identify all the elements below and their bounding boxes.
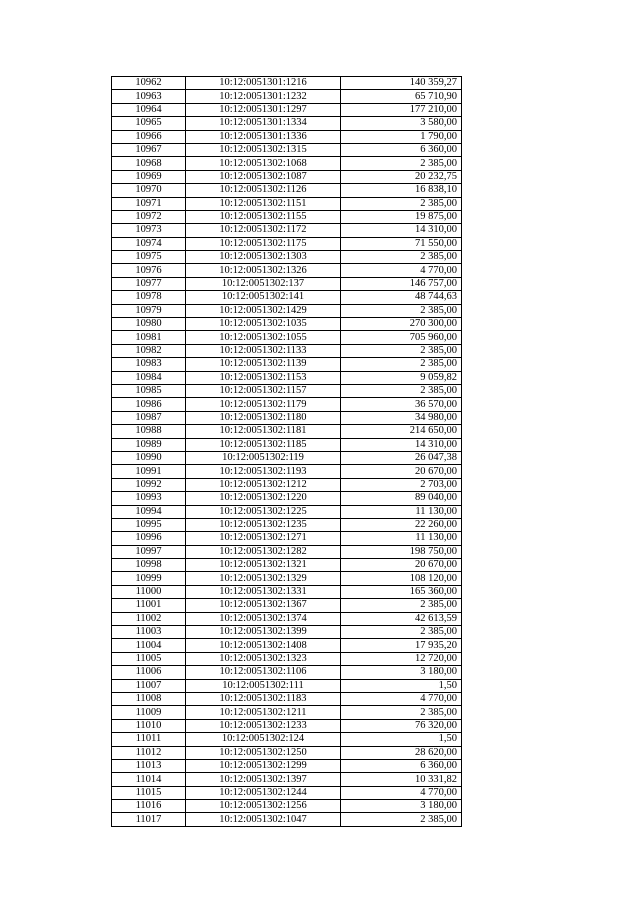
cadastral-number-cell: 10:12:0051302:1374	[186, 612, 341, 625]
cadastral-number-cell: 10:12:0051302:1331	[186, 585, 341, 598]
table-row	[112, 639, 462, 652]
value-cell: 14 310,00	[341, 224, 462, 237]
row-number-cell: 10979	[112, 304, 186, 317]
value-cell: 6 360,00	[341, 143, 462, 156]
table-row	[112, 612, 462, 625]
value-cell: 16 838,10	[341, 184, 462, 197]
value-cell: 165 360,00	[341, 585, 462, 598]
table-row	[112, 130, 462, 143]
value-cell: 20 670,00	[341, 559, 462, 572]
cadastral-number-cell: 10:12:0051302:1139	[186, 358, 341, 371]
cadastral-number-cell: 10:12:0051301:1336	[186, 130, 341, 143]
cadastral-number-cell: 10:12:0051302:1225	[186, 505, 341, 518]
cadastral-number-cell: 10:12:0051302:141	[186, 291, 341, 304]
value-cell: 12 720,00	[341, 652, 462, 665]
cadastral-number-cell: 10:12:0051302:1193	[186, 465, 341, 478]
row-number-cell: 10986	[112, 398, 186, 411]
row-number-cell: 10974	[112, 237, 186, 250]
cadastral-number-cell: 10:12:0051302:119	[186, 451, 341, 464]
value-cell: 22 260,00	[341, 518, 462, 531]
row-number-cell: 11008	[112, 692, 186, 705]
value-cell: 20 670,00	[341, 465, 462, 478]
value-cell: 270 300,00	[341, 318, 462, 331]
cadastral-number-cell: 10:12:0051301:1334	[186, 117, 341, 130]
value-cell: 14 310,00	[341, 438, 462, 451]
cadastral-number-cell: 10:12:0051302:1172	[186, 224, 341, 237]
table-row	[112, 746, 462, 759]
value-cell: 10 331,82	[341, 773, 462, 786]
row-number-cell: 10982	[112, 344, 186, 357]
value-cell: 42 613,59	[341, 612, 462, 625]
table-row	[112, 90, 462, 103]
value-cell: 48 744,63	[341, 291, 462, 304]
row-number-cell: 10972	[112, 210, 186, 223]
value-cell: 2 385,00	[341, 304, 462, 317]
cadastral-number-cell: 10:12:0051302:1326	[186, 264, 341, 277]
cadastral-number-cell: 10:12:0051302:1303	[186, 251, 341, 264]
row-number-cell: 10962	[112, 77, 186, 90]
row-number-cell: 10994	[112, 505, 186, 518]
value-cell: 2 385,00	[341, 157, 462, 170]
table-row	[112, 451, 462, 464]
value-cell: 705 960,00	[341, 331, 462, 344]
table-row	[112, 733, 462, 746]
row-number-cell: 10997	[112, 545, 186, 558]
row-number-cell: 10992	[112, 478, 186, 491]
row-number-cell: 10977	[112, 277, 186, 290]
table-row	[112, 184, 462, 197]
table-row	[112, 759, 462, 772]
table-row	[112, 264, 462, 277]
value-cell: 11 130,00	[341, 505, 462, 518]
row-number-cell: 11003	[112, 626, 186, 639]
row-number-cell: 10983	[112, 358, 186, 371]
row-number-cell: 11015	[112, 786, 186, 799]
row-number-cell: 11012	[112, 746, 186, 759]
table-row	[112, 773, 462, 786]
row-number-cell: 10999	[112, 572, 186, 585]
table-row	[112, 143, 462, 156]
cadastral-number-cell: 10:12:0051302:1153	[186, 371, 341, 384]
table-row	[112, 786, 462, 799]
cadastral-number-cell: 10:12:0051302:1212	[186, 478, 341, 491]
cadastral-number-cell: 10:12:0051302:1235	[186, 518, 341, 531]
value-cell: 36 570,00	[341, 398, 462, 411]
cadastral-number-cell: 10:12:0051302:1035	[186, 318, 341, 331]
cadastral-number-cell: 10:12:0051302:1408	[186, 639, 341, 652]
table-row	[112, 157, 462, 170]
value-cell: 108 120,00	[341, 572, 462, 585]
table-row	[112, 438, 462, 451]
cadastral-number-cell: 10:12:0051302:1315	[186, 143, 341, 156]
cadastral-number-cell: 10:12:0051302:1299	[186, 759, 341, 772]
row-number-cell: 10981	[112, 331, 186, 344]
cadastral-number-cell: 10:12:0051302:1244	[186, 786, 341, 799]
value-cell: 140 359,27	[341, 77, 462, 90]
row-number-cell: 11016	[112, 800, 186, 813]
cadastral-number-cell: 10:12:0051302:1151	[186, 197, 341, 210]
value-cell: 2 385,00	[341, 358, 462, 371]
value-cell: 177 210,00	[341, 103, 462, 116]
value-cell: 2 385,00	[341, 626, 462, 639]
table-row	[112, 291, 462, 304]
cadastral-number-cell: 10:12:0051302:124	[186, 733, 341, 746]
row-number-cell: 11007	[112, 679, 186, 692]
row-number-cell: 10964	[112, 103, 186, 116]
table-row	[112, 398, 462, 411]
value-cell: 9 059,82	[341, 371, 462, 384]
cadastral-number-cell: 10:12:0051302:1271	[186, 532, 341, 545]
table-row	[112, 103, 462, 116]
cadastral-number-cell: 10:12:0051302:1068	[186, 157, 341, 170]
row-number-cell: 11006	[112, 666, 186, 679]
row-number-cell: 11014	[112, 773, 186, 786]
value-cell: 6 360,00	[341, 759, 462, 772]
table-row	[112, 304, 462, 317]
cadastral-number-cell: 10:12:0051302:1181	[186, 425, 341, 438]
table-row	[112, 719, 462, 732]
value-cell: 17 935,20	[341, 639, 462, 652]
row-number-cell: 10970	[112, 184, 186, 197]
value-cell: 2 385,00	[341, 813, 462, 826]
cadastral-number-cell: 10:12:0051302:1055	[186, 331, 341, 344]
value-cell: 4 770,00	[341, 786, 462, 799]
row-number-cell: 10968	[112, 157, 186, 170]
value-cell: 20 232,75	[341, 170, 462, 183]
cadastral-number-cell: 10:12:0051302:1047	[186, 813, 341, 826]
row-number-cell: 11004	[112, 639, 186, 652]
row-number-cell: 10976	[112, 264, 186, 277]
table-row	[112, 652, 462, 665]
value-cell: 214 650,00	[341, 425, 462, 438]
row-number-cell: 10980	[112, 318, 186, 331]
row-number-cell: 10991	[112, 465, 186, 478]
table-row	[112, 251, 462, 264]
cadastral-number-cell: 10:12:0051302:1220	[186, 492, 341, 505]
registry-table	[111, 76, 462, 827]
table-row	[112, 197, 462, 210]
table-row	[112, 344, 462, 357]
cadastral-number-cell: 10:12:0051302:1256	[186, 800, 341, 813]
value-cell: 2 703,00	[341, 478, 462, 491]
table-row	[112, 545, 462, 558]
value-cell: 3 580,00	[341, 117, 462, 130]
cadastral-number-cell: 10:12:0051302:1155	[186, 210, 341, 223]
cadastral-number-cell: 10:12:0051302:1367	[186, 599, 341, 612]
cadastral-number-cell: 10:12:0051302:1321	[186, 559, 341, 572]
row-number-cell: 10993	[112, 492, 186, 505]
table-row	[112, 358, 462, 371]
cadastral-number-cell: 10:12:0051302:1185	[186, 438, 341, 451]
row-number-cell: 11010	[112, 719, 186, 732]
row-number-cell: 10998	[112, 559, 186, 572]
table-row	[112, 318, 462, 331]
value-cell: 1,50	[341, 679, 462, 692]
table-row	[112, 117, 462, 130]
cadastral-number-cell: 10:12:0051302:1211	[186, 706, 341, 719]
row-number-cell: 10966	[112, 130, 186, 143]
value-cell: 19 875,00	[341, 210, 462, 223]
cadastral-number-cell: 10:12:0051302:137	[186, 277, 341, 290]
cadastral-number-cell: 10:12:0051302:1282	[186, 545, 341, 558]
row-number-cell: 10965	[112, 117, 186, 130]
value-cell: 2 385,00	[341, 251, 462, 264]
cadastral-number-cell: 10:12:0051302:1133	[186, 344, 341, 357]
table-row	[112, 599, 462, 612]
value-cell: 34 980,00	[341, 411, 462, 424]
table-row	[112, 331, 462, 344]
row-number-cell: 11013	[112, 759, 186, 772]
value-cell: 71 550,00	[341, 237, 462, 250]
table-row	[112, 478, 462, 491]
row-number-cell: 10978	[112, 291, 186, 304]
cadastral-number-cell: 10:12:0051301:1216	[186, 77, 341, 90]
table-row	[112, 518, 462, 531]
cadastral-number-cell: 10:12:0051301:1297	[186, 103, 341, 116]
row-number-cell: 11000	[112, 585, 186, 598]
cadastral-number-cell: 10:12:0051302:1126	[186, 184, 341, 197]
table-row	[112, 626, 462, 639]
cadastral-number-cell: 10:12:0051302:1106	[186, 666, 341, 679]
row-number-cell: 11017	[112, 813, 186, 826]
cadastral-number-cell: 10:12:0051302:1323	[186, 652, 341, 665]
registry-table-body	[112, 77, 462, 827]
row-number-cell: 10990	[112, 451, 186, 464]
row-number-cell: 11009	[112, 706, 186, 719]
row-number-cell: 10971	[112, 197, 186, 210]
row-number-cell: 11002	[112, 612, 186, 625]
cadastral-number-cell: 10:12:0051302:1397	[186, 773, 341, 786]
row-number-cell: 11005	[112, 652, 186, 665]
value-cell: 4 770,00	[341, 692, 462, 705]
cadastral-number-cell: 10:12:0051302:1183	[186, 692, 341, 705]
value-cell: 76 320,00	[341, 719, 462, 732]
row-number-cell: 10989	[112, 438, 186, 451]
cadastral-number-cell: 10:12:0051301:1232	[186, 90, 341, 103]
cadastral-number-cell: 10:12:0051302:1233	[186, 719, 341, 732]
value-cell: 1 790,00	[341, 130, 462, 143]
table-row	[112, 384, 462, 397]
table-row	[112, 666, 462, 679]
value-cell: 4 770,00	[341, 264, 462, 277]
cadastral-number-cell: 10:12:0051302:1180	[186, 411, 341, 424]
cadastral-number-cell: 10:12:0051302:1175	[186, 237, 341, 250]
table-row	[112, 813, 462, 826]
table-row	[112, 692, 462, 705]
table-row	[112, 505, 462, 518]
value-cell: 2 385,00	[341, 197, 462, 210]
table-row	[112, 679, 462, 692]
value-cell: 146 757,00	[341, 277, 462, 290]
table-row	[112, 237, 462, 250]
value-cell: 2 385,00	[341, 384, 462, 397]
table-row	[112, 532, 462, 545]
table-row	[112, 559, 462, 572]
table-row	[112, 77, 462, 90]
cadastral-number-cell: 10:12:0051302:1329	[186, 572, 341, 585]
row-number-cell: 10963	[112, 90, 186, 103]
table-row	[112, 585, 462, 598]
cadastral-number-cell: 10:12:0051302:1399	[186, 626, 341, 639]
value-cell: 2 385,00	[341, 599, 462, 612]
row-number-cell: 10984	[112, 371, 186, 384]
row-number-cell: 10995	[112, 518, 186, 531]
cadastral-number-cell: 10:12:0051302:1179	[186, 398, 341, 411]
value-cell: 3 180,00	[341, 666, 462, 679]
table-row	[112, 800, 462, 813]
row-number-cell: 10975	[112, 251, 186, 264]
row-number-cell: 10985	[112, 384, 186, 397]
cadastral-number-cell: 10:12:0051302:111	[186, 679, 341, 692]
value-cell: 198 750,00	[341, 545, 462, 558]
row-number-cell: 10969	[112, 170, 186, 183]
value-cell: 26 047,38	[341, 451, 462, 464]
value-cell: 89 040,00	[341, 492, 462, 505]
value-cell: 2 385,00	[341, 344, 462, 357]
row-number-cell: 11011	[112, 733, 186, 746]
row-number-cell: 10967	[112, 143, 186, 156]
table-row	[112, 277, 462, 290]
row-number-cell: 10996	[112, 532, 186, 545]
cadastral-number-cell: 10:12:0051302:1157	[186, 384, 341, 397]
cadastral-number-cell: 10:12:0051302:1087	[186, 170, 341, 183]
table-row	[112, 411, 462, 424]
value-cell: 1,50	[341, 733, 462, 746]
value-cell: 65 710,90	[341, 90, 462, 103]
table-row	[112, 170, 462, 183]
table-row	[112, 492, 462, 505]
table-row	[112, 371, 462, 384]
table-row	[112, 210, 462, 223]
table-row	[112, 572, 462, 585]
table-row	[112, 224, 462, 237]
value-cell: 2 385,00	[341, 706, 462, 719]
value-cell: 11 130,00	[341, 532, 462, 545]
table-row	[112, 465, 462, 478]
value-cell: 3 180,00	[341, 800, 462, 813]
row-number-cell: 10987	[112, 411, 186, 424]
cadastral-number-cell: 10:12:0051302:1250	[186, 746, 341, 759]
row-number-cell: 10988	[112, 425, 186, 438]
table-row	[112, 425, 462, 438]
cadastral-number-cell: 10:12:0051302:1429	[186, 304, 341, 317]
value-cell: 28 620,00	[341, 746, 462, 759]
row-number-cell: 10973	[112, 224, 186, 237]
row-number-cell: 11001	[112, 599, 186, 612]
table-row	[112, 706, 462, 719]
